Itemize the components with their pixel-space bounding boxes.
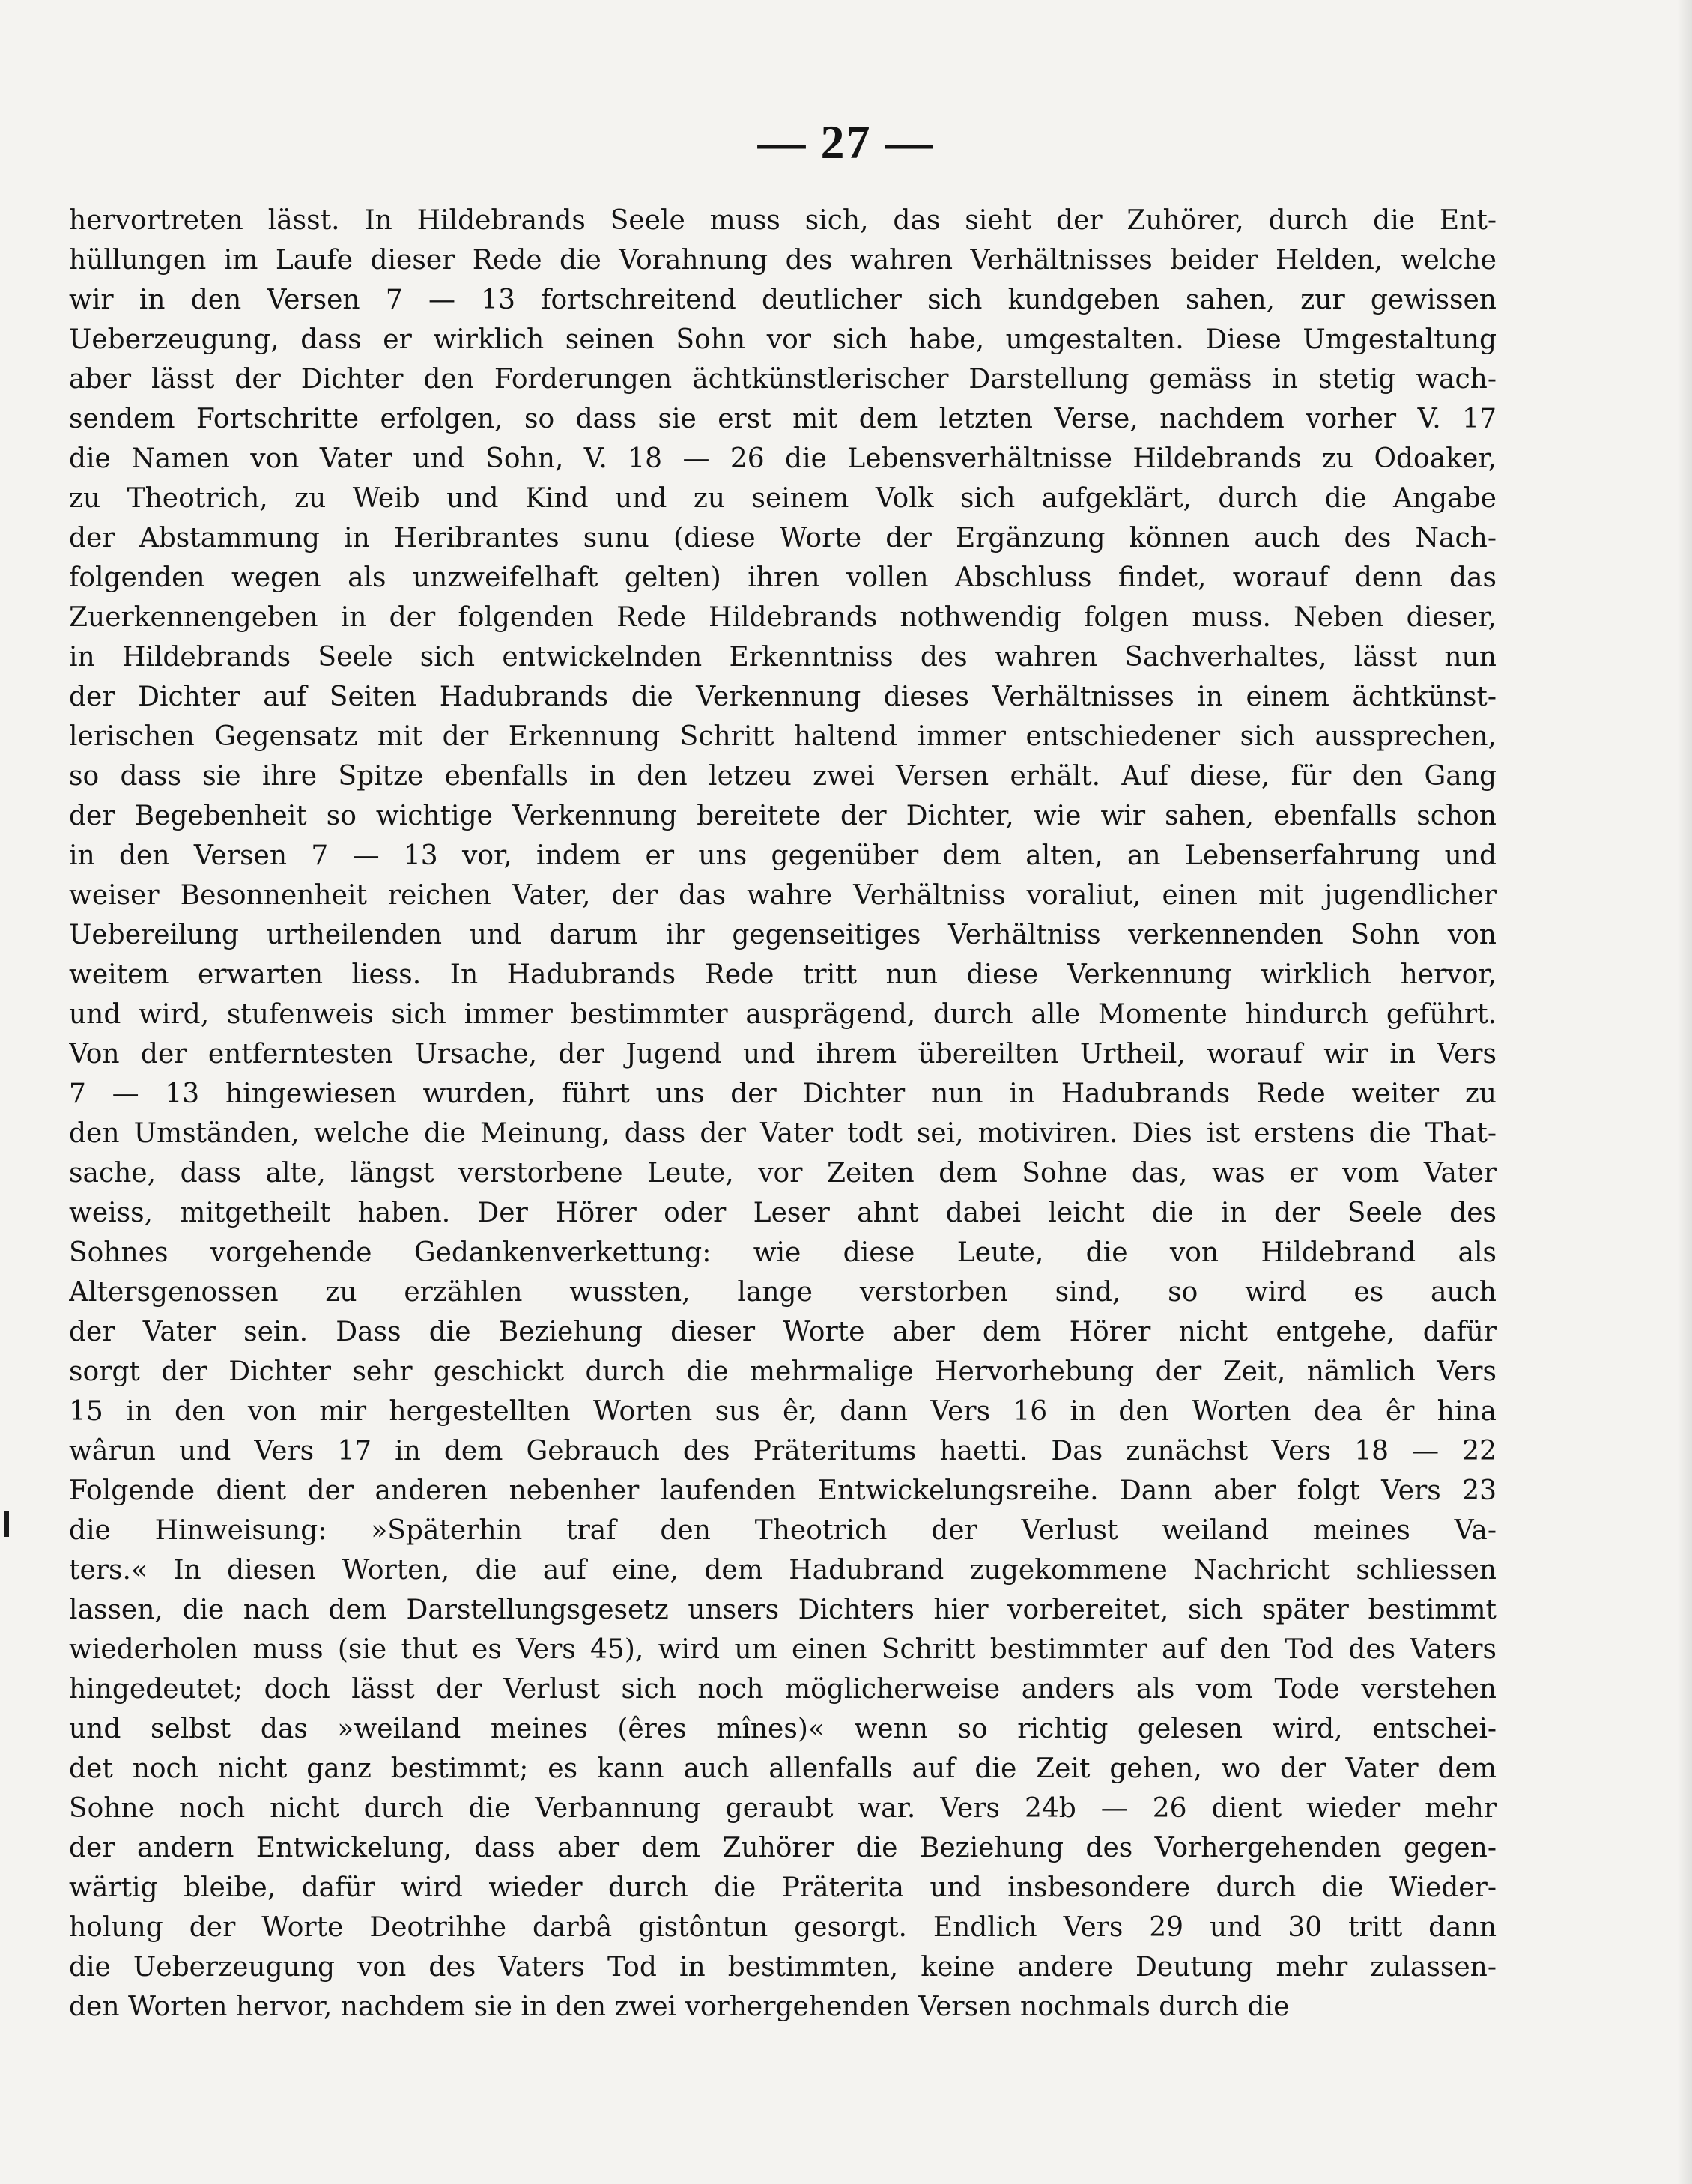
text-line: hingedeutet; doch lässt der Verlust sich noch möglicherweise anders als vom Tode verstehen: [69, 1674, 1497, 1705]
text-line: und wird, stufenweis sich immer bestimmter ausprägend, durch alle Momente hindurch geführt.: [69, 999, 1497, 1030]
text-line: in Hildebrands Seele sich entwickelnden Erkenntniss des wahren Sachverhaltes, lässt nun: [69, 642, 1497, 673]
text-line: der Vater sein. Dass die Beziehung dieser Worte aber dem Hörer nicht entgehe, dafür: [69, 1317, 1497, 1347]
text-line: det noch nicht ganz bestimmt; es kann auch allenfalls auf die Zeit gehen, wo der Vater dem: [69, 1753, 1497, 1784]
text-line: sache, dass alte, längst verstorbene Leute, vor Zeiten dem Sohne das, was er vom Vater: [69, 1158, 1497, 1189]
text-line: Ueberzeugung, dass er wirklich seinen Sohn vor sich habe, umgestalten. Diese Umgestaltung: [69, 324, 1497, 355]
text-line: aber lässt der Dichter den Forderungen ächtkünstlerischer Darstellung gemäss in stetig wach-: [69, 364, 1497, 395]
body-text: [69, 201, 1497, 2027]
text-line: wir in den Versen 7 — 13 fortschreitend deutlicher sich kundgeben sahen, zur gewissen: [69, 285, 1497, 315]
text-line: den Worten hervor, nachdem sie in den zwei vorhergehenden Versen nochmals durch die: [69, 1992, 1290, 2022]
text-line: sorgt der Dichter sehr geschickt durch die mehrmalige Hervorhebung der Zeit, nämlich Vers: [69, 1356, 1497, 1387]
text-line: der Dichter auf Seiten Hadubrands die Verkennung dieses Verhältnisses in einem ächtkünst-: [69, 682, 1497, 712]
text-line: weitem erwarten liess. In Hadubrands Rede tritt nun diese Verkennung wirklich hervor,: [69, 959, 1497, 990]
text-line: so dass sie ihre Spitze ebenfalls in den letzeu zwei Versen erhält. Auf diese, für den Gang: [69, 761, 1497, 792]
text-line: lerischen Gegensatz mit der Erkennung Schritt haltend immer entschiedener sich aussprechen,: [69, 721, 1497, 752]
text-line: hüllungen im Laufe dieser Rede die Vorahnung des wahren Verhältnisses beider Helden, welche: [69, 245, 1497, 276]
text-line: weiser Besonnenheit reichen Vater, der das wahre Verhältniss voraliut, einen mit jugendlicher: [69, 880, 1497, 911]
text-line: 7 — 13 hingewiesen wurden, führt uns der Dichter nun in Hadubrands Rede weiter zu: [69, 1079, 1497, 1109]
text-line: Sohnes vorgehende Gedankenverkettung: wie diese Leute, die von Hildebrand als: [69, 1237, 1497, 1268]
text-line: der Begebenheit so wichtige Verkennung bereitete der Dichter, wie wir sahen, ebenfalls schon: [69, 801, 1497, 831]
margin-mark: [4, 1511, 9, 1537]
text-line: und selbst das »weiland meines (êres mînes)« wenn so richtig gelesen wird, entschei-: [69, 1714, 1497, 1744]
text-line: Zuerkennengeben in der folgenden Rede Hildebrands nothwendig folgen muss. Neben dieser,: [69, 602, 1497, 633]
text-line: den Umständen, welche die Meinung, dass der Vater todt sei, motiviren. Dies ist erstens die That-: [69, 1118, 1497, 1149]
text-line: 15 in den von mir hergestellten Worten sus êr, dann Vers 16 in den Worten dea êr hina: [69, 1396, 1497, 1427]
text-line: hervortreten lässt. In Hildebrands Seele muss sich, das sieht der Zuhörer, durch die Ent-: [69, 205, 1497, 236]
text-line: weiss, mitgetheilt haben. Der Hörer oder Leser ahnt dabei leicht die in der Seele des: [69, 1198, 1497, 1228]
text-line: lassen, die nach dem Darstellungsgesetz unsers Dichters hier vorbereitet, sich später bestimmt: [69, 1595, 1497, 1625]
page-number: — 27 —: [757, 115, 935, 169]
text-line: der Abstammung in Heribrantes sunu (diese Worte der Ergänzung können auch des Nach-: [69, 523, 1497, 553]
text-line: wârun und Vers 17 in dem Gebrauch des Präteritums haetti. Das zunächst Vers 18 — 22: [69, 1436, 1497, 1466]
text-line: Uebereilung urtheilenden und darum ihr gegenseitiges Verhältniss verkennenden Sohn von: [69, 920, 1497, 950]
text-line: in den Versen 7 — 13 vor, indem er uns gegenüber dem alten, an Lebenserfahrung und: [69, 840, 1497, 871]
text-line: folgenden wegen als unzweifelhaft gelten) ihren vollen Abschluss findet, worauf denn das: [69, 562, 1497, 593]
text-line: die Namen von Vater und Sohn, V. 18 — 26 die Lebensverhältnisse Hildebrands zu Odoaker,: [69, 443, 1497, 474]
text-line: ters.« In diesen Worten, die auf eine, dem Hadubrand zugekommene Nachricht schliessen: [69, 1555, 1497, 1586]
text-line: die Hinweisung: »Späterhin traf den Theotrich der Verlust weiland meines Va-: [69, 1515, 1497, 1546]
text-line: wiederholen muss (sie thut es Vers 45), wird um einen Schritt bestimmter auf den Tod des Vaters: [69, 1634, 1497, 1665]
text-line: der andern Entwickelung, dass aber dem Zuhörer die Beziehung des Vorhergehenden gegen-: [69, 1833, 1497, 1863]
text-line: zu Theotrich, zu Weib und Kind und zu seinem Volk sich aufgeklärt, durch die Angabe: [69, 483, 1497, 514]
text-line: holung der Worte Deotrihhe darbâ gistôntun gesorgt. Endlich Vers 29 und 30 tritt dann: [69, 1912, 1497, 1943]
text-line: sendem Fortschritte erfolgen, so dass sie erst mit dem letzten Verse, nachdem vorher V. 17: [69, 404, 1497, 434]
page-edge-shadow: [1677, 0, 1692, 2184]
text-line: wärtig bleibe, dafür wird wieder durch die Präterita und insbesondere durch die Wieder-: [69, 1872, 1497, 1903]
text-line: Von der entferntesten Ursache, der Jugend und ihrem übereilten Urtheil, worauf wir in Vers: [69, 1039, 1497, 1070]
text-line: die Ueberzeugung von des Vaters Tod in bestimmten, keine andere Deutung mehr zulassen-: [69, 1952, 1497, 1983]
text-line: Sohne noch nicht durch die Verbannung geraubt war. Vers 24b — 26 dient wieder mehr: [69, 1793, 1497, 1824]
text-line: Folgende dient der anderen nebenher laufenden Entwickelungsreihe. Dann aber folgt Vers 23: [69, 1475, 1497, 1506]
text-line: Altersgenossen zu erzählen wussten, lange verstorben sind, so wird es auch: [69, 1277, 1497, 1308]
